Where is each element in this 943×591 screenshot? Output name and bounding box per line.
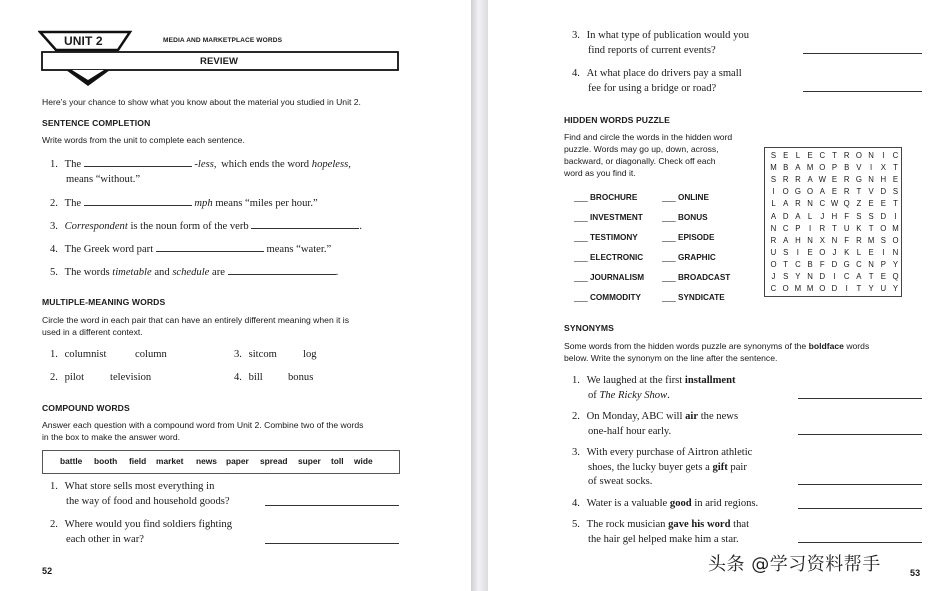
sentence-item-4: 4. The Greek word part means “water.” bbox=[50, 244, 332, 255]
checkbox-blank[interactable]: ___ bbox=[574, 273, 588, 282]
grid-letter[interactable]: O bbox=[782, 284, 789, 294]
grid-letter[interactable]: M bbox=[794, 284, 802, 294]
checkbox-blank[interactable]: ___ bbox=[574, 253, 588, 262]
compound-item-4: 4. At what place do drivers pay a small fee for using a bridge or road? bbox=[572, 68, 742, 94]
grid-letter[interactable]: U bbox=[843, 223, 850, 233]
grid-letter[interactable]: E bbox=[868, 247, 874, 257]
pair-item-3: 3. sitcom bbox=[234, 349, 277, 360]
grid-letter[interactable]: A bbox=[795, 211, 801, 221]
hidden-word: TESTIMONY bbox=[590, 233, 638, 242]
grid-letter[interactable]: N bbox=[868, 259, 874, 269]
synonyms-instruction-1: Some words from the hidden words puzzle are synonyms of the boldface words bbox=[564, 341, 870, 351]
grid-letter[interactable]: O bbox=[807, 187, 814, 197]
grid-letter[interactable]: E bbox=[807, 247, 813, 257]
grid-letter[interactable]: F bbox=[844, 211, 850, 221]
hidden-words-instruction-4: word as you find it. bbox=[564, 168, 636, 178]
word-box bbox=[42, 450, 400, 474]
answer-line[interactable] bbox=[798, 398, 922, 399]
word-search-grid[interactable] bbox=[764, 147, 902, 297]
pair-item-1: 1. columnist bbox=[50, 349, 107, 360]
hidden-word: BONUS bbox=[678, 213, 708, 222]
intro-text: Here’s your chance to show what you know about the material you studied in Unit 2. bbox=[42, 97, 361, 107]
grid-letter[interactable]: D bbox=[831, 284, 838, 294]
grid-letter[interactable]: M bbox=[892, 223, 899, 233]
answer-line[interactable] bbox=[803, 91, 922, 92]
grid-letter[interactable]: W bbox=[830, 199, 839, 209]
grid-letter[interactable]: Q bbox=[843, 199, 850, 209]
checkbox-blank[interactable]: ___ bbox=[662, 233, 676, 242]
hidden-word: BROADCAST bbox=[678, 273, 731, 282]
grid-letter[interactable]: C bbox=[819, 151, 826, 160]
grid-letter[interactable]: I bbox=[870, 163, 873, 173]
answer-line[interactable] bbox=[798, 434, 922, 435]
grid-letter[interactable]: R bbox=[843, 175, 850, 185]
grid-letter[interactable]: D bbox=[831, 259, 838, 269]
grid-letter[interactable]: G bbox=[855, 175, 862, 185]
grid-letter[interactable]: T bbox=[868, 223, 874, 233]
sentence-completion-heading: SENTENCE COMPLETION bbox=[42, 118, 151, 128]
grid-letter[interactable]: N bbox=[868, 175, 874, 185]
grid-letter[interactable]: I bbox=[882, 151, 885, 160]
synonym-item-4: 4. Water is a valuable good in arid regions. bbox=[572, 498, 759, 509]
unit-label: UNIT 2 bbox=[64, 34, 103, 48]
hidden-word: COMMODITY bbox=[590, 293, 641, 302]
page-number: 52 bbox=[42, 566, 53, 576]
grid-letter[interactable]: P bbox=[831, 163, 838, 173]
grid-letter[interactable]: J bbox=[771, 272, 776, 281]
grid-letter[interactable]: W bbox=[818, 175, 826, 185]
grid-letter[interactable]: N bbox=[892, 247, 899, 257]
grid-letter[interactable]: L bbox=[856, 247, 862, 257]
box-word: spread bbox=[260, 456, 288, 466]
pair-word[interactable]: bonus bbox=[288, 372, 314, 383]
grid-letter[interactable]: Y bbox=[795, 272, 801, 281]
box-word: wide bbox=[354, 456, 373, 466]
compound-instruction-2: in the box to make the answer word. bbox=[42, 432, 181, 442]
answer-line[interactable] bbox=[798, 508, 922, 509]
grid-letter[interactable]: T bbox=[868, 272, 874, 281]
grid-letter[interactable]: T bbox=[832, 223, 837, 233]
grid-letter[interactable]: P bbox=[880, 259, 886, 269]
sentence-item-3: 3. Correspondent is the noun form of the verb . bbox=[50, 221, 363, 232]
checkbox-blank[interactable]: ___ bbox=[662, 273, 676, 282]
grid-letter[interactable]: E bbox=[831, 175, 838, 185]
grid-letter[interactable]: K bbox=[844, 247, 850, 257]
grid-letter[interactable]: F bbox=[844, 235, 850, 245]
grid-letter[interactable]: I bbox=[894, 211, 897, 221]
answer-line[interactable] bbox=[265, 505, 399, 506]
answer-blank[interactable] bbox=[84, 165, 192, 167]
grid-letter[interactable]: U bbox=[880, 284, 887, 294]
grid-letter[interactable]: D bbox=[880, 211, 887, 221]
grid-letter[interactable]: I bbox=[882, 247, 885, 257]
hidden-word: BROCHURE bbox=[590, 193, 638, 202]
grid-letter[interactable]: S bbox=[783, 247, 789, 257]
grid-letter[interactable]: C bbox=[819, 199, 826, 209]
answer-line[interactable] bbox=[798, 542, 922, 543]
hidden-words-heading: HIDDEN WORDS PUZZLE bbox=[564, 115, 670, 125]
grid-letter[interactable]: B bbox=[844, 163, 850, 173]
grid-letter[interactable]: R bbox=[843, 187, 850, 197]
grid-letter[interactable]: T bbox=[856, 187, 862, 197]
hidden-word: ELECTRONIC bbox=[590, 253, 644, 262]
grid-letter[interactable]: O bbox=[819, 163, 826, 173]
grid-letter[interactable]: A bbox=[807, 175, 813, 185]
multiple-meaning-instruction-2: used in a different context. bbox=[42, 327, 143, 337]
grid-letter[interactable]: E bbox=[783, 151, 789, 160]
box-word: battle bbox=[60, 456, 83, 466]
grid-letter[interactable]: V bbox=[856, 163, 862, 173]
grid-letter[interactable]: E bbox=[880, 199, 886, 209]
grid-letter[interactable]: A bbox=[819, 187, 825, 197]
grid-letter[interactable]: Y bbox=[892, 259, 899, 269]
grid-letter[interactable]: Z bbox=[856, 199, 862, 209]
grid-letter[interactable]: B bbox=[807, 259, 813, 269]
grid-letter[interactable]: C bbox=[843, 272, 850, 281]
grid-letter[interactable]: N bbox=[770, 223, 777, 233]
grid-letter[interactable]: U bbox=[770, 247, 777, 257]
checkbox-blank[interactable]: ___ bbox=[662, 253, 676, 262]
grid-letter[interactable]: M bbox=[806, 284, 814, 294]
grid-letter[interactable]: E bbox=[892, 175, 899, 185]
grid-letter[interactable]: T bbox=[893, 199, 898, 209]
grid-letter[interactable]: T bbox=[856, 284, 862, 294]
grid-letter[interactable]: C bbox=[795, 259, 801, 269]
checkbox-blank[interactable]: ___ bbox=[574, 293, 588, 302]
grid-letter[interactable]: S bbox=[856, 211, 862, 221]
grid-letter[interactable]: I bbox=[845, 284, 848, 294]
grid-letter[interactable]: N bbox=[807, 235, 813, 245]
grid-letter[interactable]: G bbox=[843, 259, 850, 269]
grid-letter[interactable]: P bbox=[795, 223, 801, 233]
grid-letter[interactable]: E bbox=[807, 151, 813, 160]
grid-letter[interactable]: B bbox=[783, 163, 789, 173]
compound-instruction-1: Answer each question with a compound word from Unit 2. Combine two of the words bbox=[42, 420, 364, 430]
pair-item-2: 2. pilot bbox=[50, 372, 85, 383]
sentence-item-2: 2. The mph means “miles per hour.” bbox=[50, 198, 318, 209]
grid-letter[interactable]: A bbox=[795, 163, 801, 173]
grid-letter[interactable]: A bbox=[783, 199, 789, 209]
synonyms-heading: SYNONYMS bbox=[564, 323, 614, 333]
hidden-word: GRAPHIC bbox=[678, 253, 716, 262]
box-word: booth bbox=[94, 456, 118, 466]
pair-item-4: 4. bill bbox=[234, 372, 263, 383]
grid-letter[interactable]: N bbox=[807, 272, 813, 281]
box-word: paper bbox=[226, 456, 249, 466]
answer-blank[interactable] bbox=[156, 250, 264, 252]
hidden-words-instruction-3: backward, or diagonally. Check off each bbox=[564, 156, 716, 166]
grid-letter[interactable]: I bbox=[833, 272, 836, 281]
grid-letter[interactable]: O bbox=[819, 247, 826, 257]
compound-words-heading: COMPOUND WORDS bbox=[42, 403, 130, 413]
grid-letter[interactable]: M bbox=[867, 235, 875, 245]
grid-letter[interactable]: S bbox=[770, 175, 777, 185]
checkbox-blank[interactable]: ___ bbox=[574, 193, 588, 202]
pair-word[interactable]: log bbox=[303, 349, 317, 360]
answer-line[interactable] bbox=[265, 543, 399, 544]
grid-letter[interactable]: O bbox=[855, 151, 862, 160]
left-page bbox=[0, 0, 471, 591]
checkbox-blank[interactable]: ___ bbox=[662, 193, 676, 202]
grid-letter[interactable]: E bbox=[831, 187, 838, 197]
box-word: super bbox=[298, 456, 321, 466]
grid-letter[interactable]: R bbox=[856, 235, 862, 245]
hidden-word: EPISODE bbox=[678, 233, 715, 242]
grid-letter[interactable]: C bbox=[782, 223, 789, 233]
grid-letter[interactable]: Y bbox=[868, 284, 874, 294]
grid-letter[interactable]: M bbox=[770, 163, 777, 173]
grid-letter[interactable]: I bbox=[796, 247, 799, 257]
grid-letter[interactable]: V bbox=[868, 187, 874, 197]
pair-word[interactable]: columnist bbox=[64, 349, 107, 360]
grid-letter[interactable]: O bbox=[770, 259, 777, 269]
grid-letter[interactable]: D bbox=[819, 272, 826, 281]
answer-blank[interactable] bbox=[84, 204, 192, 206]
hidden-word: JOURNALISM bbox=[590, 273, 645, 282]
pair-word[interactable]: pilot bbox=[64, 372, 85, 383]
grid-letter[interactable]: S bbox=[880, 235, 886, 245]
grid-letter[interactable]: N bbox=[807, 199, 813, 209]
answer-line[interactable] bbox=[798, 484, 922, 485]
grid-letter[interactable]: O bbox=[880, 223, 887, 233]
grid-letter[interactable]: X bbox=[819, 235, 825, 245]
checkbox-blank[interactable]: ___ bbox=[662, 213, 676, 222]
answer-blank[interactable] bbox=[228, 273, 336, 275]
grid-letter[interactable]: A bbox=[783, 235, 789, 245]
sentence-item-5: 5. The words timetable and schedule are . bbox=[50, 267, 339, 278]
synonym-item-1: 1. We laughed at the first installment of The Ricky Show. bbox=[572, 375, 736, 401]
answer-line[interactable] bbox=[803, 53, 922, 54]
grid-letter[interactable]: S bbox=[770, 151, 777, 160]
synonyms-instruction-2: below. Write the synonym on the line after the sentence. bbox=[564, 353, 778, 363]
synonym-item-5: 5. The rock musician gave his word that the hair gel helped make him a star. bbox=[572, 519, 750, 545]
grid-letter[interactable]: D bbox=[782, 211, 789, 221]
grid-letter[interactable]: Q bbox=[892, 272, 899, 281]
grid-letter[interactable]: T bbox=[832, 151, 837, 160]
checkbox-blank[interactable]: ___ bbox=[574, 233, 588, 242]
checkbox-blank[interactable]: ___ bbox=[574, 213, 588, 222]
synonym-item-2: 2. On Monday, ABC will air the news one-half hour early. bbox=[572, 411, 739, 437]
grid-letter[interactable]: O bbox=[782, 187, 789, 197]
grid-letter[interactable]: R bbox=[843, 151, 850, 160]
grid-letter[interactable]: L bbox=[807, 211, 813, 221]
multiple-meaning-heading: MULTIPLE-MEANING WORDS bbox=[42, 297, 166, 307]
grid-letter[interactable]: S bbox=[892, 187, 899, 197]
pair-word[interactable]: sitcom bbox=[248, 349, 277, 360]
pair-word[interactable]: bill bbox=[248, 372, 263, 383]
grid-letter[interactable]: I bbox=[772, 187, 775, 197]
review-label: REVIEW bbox=[200, 56, 239, 67]
grid-letter[interactable]: C bbox=[892, 151, 899, 160]
grid-letter[interactable]: H bbox=[880, 175, 887, 185]
synonym-item-3: 3. With every purchase of Airtron athletic shoes, the lucky buyer gets a gift pair of sweat socks. bbox=[572, 447, 753, 488]
grid-letter[interactable]: X bbox=[880, 163, 886, 173]
box-word: toll bbox=[331, 456, 344, 466]
box-word: field bbox=[129, 456, 147, 466]
grid-letter[interactable]: I bbox=[809, 223, 812, 233]
multiple-meaning-instruction-1: Circle the word in each pair that can have an entirely different meaning when it is bbox=[42, 315, 349, 325]
sentence-item-1: 1. The -less, which ends the word hopeless, means “without.” bbox=[50, 159, 351, 185]
grid-letter[interactable]: E bbox=[880, 272, 886, 281]
checkbox-blank[interactable]: ___ bbox=[662, 293, 676, 302]
grid-letter[interactable]: R bbox=[819, 223, 826, 233]
grid-letter[interactable]: T bbox=[783, 259, 789, 269]
pair-word[interactable]: column bbox=[135, 349, 167, 360]
grid-letter[interactable]: A bbox=[856, 272, 862, 281]
grid-letter[interactable]: R bbox=[795, 175, 801, 185]
hidden-word: SYNDICATE bbox=[678, 293, 725, 302]
grid-letter[interactable]: G bbox=[794, 187, 801, 197]
sentence-completion-instruction: Write words from the unit to complete each sentence. bbox=[42, 135, 245, 145]
grid-letter[interactable]: D bbox=[880, 187, 887, 197]
grid-letter[interactable]: C bbox=[770, 284, 777, 294]
grid-letter[interactable]: S bbox=[868, 211, 874, 221]
grid-letter[interactable]: R bbox=[770, 235, 777, 245]
compound-item-3: 3. In what type of publication would you find reports of current events? bbox=[572, 30, 750, 56]
grid-letter[interactable]: F bbox=[819, 259, 825, 269]
grid-letter[interactable]: J bbox=[832, 247, 837, 257]
hidden-word: ONLINE bbox=[678, 193, 709, 202]
compound-item-2: 2. Where would you find soldiers fighting each other in war? bbox=[50, 519, 233, 545]
compound-item-1: 1. What store sells most everything in the way of food and household goods? bbox=[50, 481, 230, 507]
hidden-words-instruction-2: puzzle. Words may go up, down, across, bbox=[564, 144, 719, 154]
grid-letter[interactable]: M bbox=[806, 163, 814, 173]
grid-letter[interactable]: L bbox=[795, 151, 801, 160]
grid-letter[interactable]: O bbox=[892, 235, 899, 245]
book-gutter bbox=[471, 0, 488, 591]
pair-word[interactable]: television bbox=[110, 372, 152, 383]
answer-blank[interactable] bbox=[251, 227, 359, 229]
grid-letter[interactable]: C bbox=[856, 259, 862, 269]
hidden-words-instruction-1: Find and circle the words in the hidden word bbox=[564, 132, 733, 142]
box-word: market bbox=[156, 456, 184, 466]
hidden-word: INVESTMENT bbox=[590, 213, 643, 222]
box-word: news bbox=[196, 456, 217, 466]
page-number: 53 bbox=[910, 568, 921, 578]
grid-letter[interactable]: R bbox=[782, 175, 789, 185]
grid-letter[interactable]: K bbox=[856, 223, 862, 233]
unit-title: MEDIA AND MARKETPLACE WORDS bbox=[163, 37, 283, 44]
grid-letter[interactable]: N bbox=[831, 235, 838, 245]
grid-letter[interactable]: R bbox=[795, 199, 801, 209]
watermark-text: 头条 @学习资料帮手 bbox=[708, 554, 881, 575]
grid-letter[interactable]: J bbox=[820, 211, 825, 221]
grid-letter[interactable]: A bbox=[770, 211, 777, 221]
grid-letter[interactable]: S bbox=[783, 272, 789, 281]
grid-letter[interactable]: Y bbox=[892, 284, 899, 294]
grid-letter[interactable]: T bbox=[893, 163, 898, 173]
grid-letter[interactable]: E bbox=[868, 199, 874, 209]
grid-letter[interactable]: L bbox=[771, 199, 776, 209]
grid-letter[interactable]: N bbox=[868, 151, 874, 160]
grid-letter[interactable]: O bbox=[819, 284, 826, 294]
grid-letter[interactable]: H bbox=[831, 211, 838, 221]
grid-letter[interactable]: H bbox=[795, 235, 801, 245]
